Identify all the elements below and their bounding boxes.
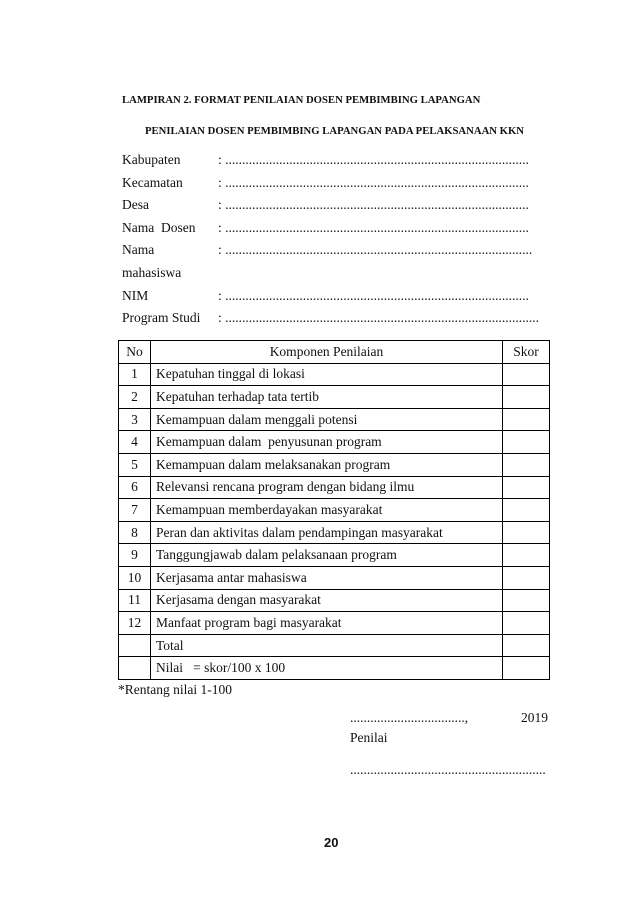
row-number: 4	[119, 431, 151, 454]
field-label: Kecamatan	[122, 174, 183, 190]
field-label: NIM	[122, 287, 149, 303]
form-field-nim	[122, 285, 548, 308]
place-date-dots: ..................................,	[350, 710, 469, 725]
field-fill-line: : ..........................................................................................	[218, 197, 529, 213]
signature-year: 2019	[521, 710, 548, 725]
score-cell	[503, 363, 550, 386]
page-number: 20	[324, 835, 339, 850]
component-name: Kemampuan memberdayakan masyarakat	[151, 499, 503, 522]
score-cell	[503, 544, 550, 567]
row-number: 3	[119, 408, 151, 431]
component-name: Relevansi rencana program dengan bidang ilmu	[151, 476, 503, 499]
score-cell	[503, 476, 550, 499]
score-cell	[503, 453, 550, 476]
row-number: 1	[119, 363, 151, 386]
row-number: 10	[119, 566, 151, 589]
field-fill-line: : ..........................................................................................	[218, 287, 529, 303]
header-score: Skor	[503, 341, 550, 364]
nilai-row	[119, 657, 550, 680]
table-row	[119, 408, 550, 431]
row-number: 7	[119, 499, 151, 522]
form-field-program-studi	[122, 307, 548, 330]
score-cell	[503, 431, 550, 454]
header-no: No	[119, 341, 151, 364]
score-cell	[503, 634, 550, 657]
table-row	[119, 431, 550, 454]
row-number: 12	[119, 612, 151, 635]
field-label: Desa	[122, 197, 149, 213]
form-field-desa	[122, 194, 548, 217]
form-field-nama-mahasiswa	[122, 239, 548, 284]
component-name: Kemampuan dalam penyusunan program	[151, 431, 503, 454]
component-name: Tanggungjawab dalam pelaksanaan program	[151, 544, 503, 567]
component-name: Kemampuan dalam menggali potensi	[151, 408, 503, 431]
row-number: 9	[119, 544, 151, 567]
field-label: Kabupaten	[122, 152, 181, 167]
table-row	[119, 589, 550, 612]
row-number: 5	[119, 453, 151, 476]
table-row	[119, 566, 550, 589]
form-title: PENILAIAN DOSEN PEMBIMBING LAPANGAN PADA PELAKSANAAN KKN	[145, 125, 525, 137]
evaluator-role: Penilai	[350, 730, 388, 745]
form-field-kabupaten	[122, 149, 548, 172]
row-number: 6	[119, 476, 151, 499]
field-label: Nama Dosen	[122, 219, 196, 235]
score-cell	[503, 612, 550, 635]
field-fill-line: : ..........................................................................................	[218, 152, 529, 167]
table-row	[119, 544, 550, 567]
score-range-note: *Rentang nilai 1-100	[118, 682, 232, 697]
field-label: Program Studi	[122, 310, 201, 326]
table-row	[119, 499, 550, 522]
row-number: 11	[119, 589, 151, 612]
score-cell	[503, 499, 550, 522]
row-number	[119, 657, 151, 680]
component-name: Kepatuhan tinggal di lokasi	[151, 363, 503, 386]
nilai-formula: Nilai = skor/100 x 100	[151, 657, 503, 680]
score-cell	[503, 408, 550, 431]
score-cell	[503, 386, 550, 409]
form-field-nama-dosen	[122, 217, 548, 240]
assessment-table	[118, 340, 550, 680]
table-row	[119, 521, 550, 544]
component-name: Kerjasama antar mahasiswa	[151, 566, 503, 589]
field-fill-line: : ..........................................................................................	[218, 174, 529, 190]
score-cell	[503, 566, 550, 589]
signature-block	[350, 708, 548, 780]
table-row	[119, 363, 550, 386]
table-header-row	[119, 341, 550, 364]
row-number: 2	[119, 386, 151, 409]
table-row	[119, 386, 550, 409]
table-row	[119, 453, 550, 476]
score-cell	[503, 657, 550, 680]
field-fill-line: : ..........................................................................................	[218, 219, 529, 235]
table-row	[119, 476, 550, 499]
total-row	[119, 634, 550, 657]
evaluator-name-line: ..........................................................	[350, 762, 546, 777]
score-cell	[503, 521, 550, 544]
component-name: Manfaat program bagi masyarakat	[151, 612, 503, 635]
total-label: Total	[151, 634, 503, 657]
header-component: Komponen Penilaian	[151, 341, 503, 364]
form-field-kecamatan	[122, 172, 548, 195]
field-fill-line: : ...........................................................................................	[218, 242, 533, 258]
place-date-line	[350, 708, 548, 728]
component-name: Kerjasama dengan masyarakat	[151, 589, 503, 612]
field-fill-line: : .............................................................................................	[218, 310, 540, 326]
row-number: 8	[119, 521, 151, 544]
row-number	[119, 634, 151, 657]
field-label: Nama mahasiswa	[122, 242, 182, 280]
component-name: Peran dan aktivitas dalam pendampingan masyarakat	[151, 521, 503, 544]
table-row	[119, 612, 550, 635]
component-name: Kepatuhan terhadap tata tertib	[151, 386, 503, 409]
score-cell	[503, 589, 550, 612]
component-name: Kemampuan dalam melaksanakan program	[151, 453, 503, 476]
document-heading: LAMPIRAN 2. FORMAT PENILAIAN DOSEN PEMBIMBING LAPANGAN	[122, 94, 481, 106]
identity-form	[122, 149, 548, 330]
